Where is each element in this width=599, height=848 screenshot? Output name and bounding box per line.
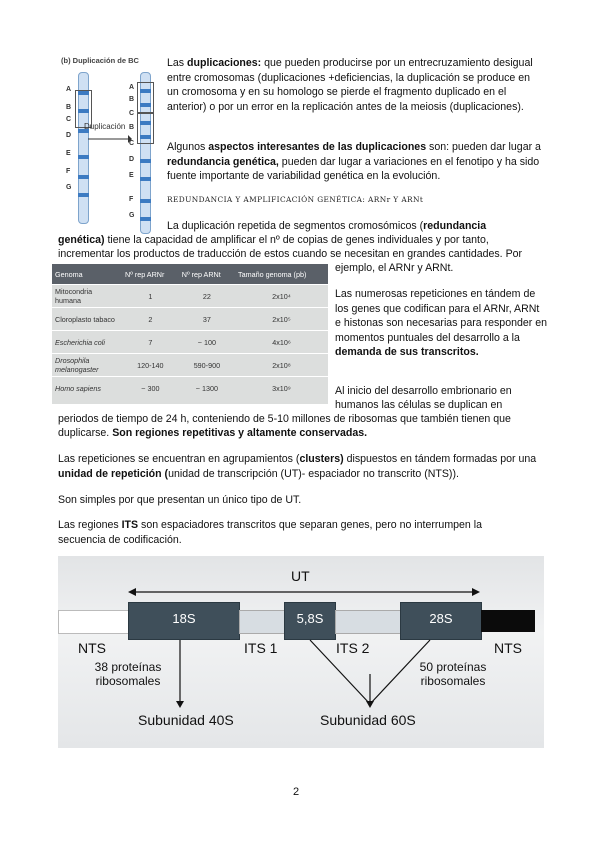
proteins-50-label: 50 proteínas ribosomales	[419, 660, 487, 688]
subunit-60s-label: Subunidad 60S	[320, 712, 416, 728]
band-label: F	[129, 196, 134, 203]
band-label: D	[129, 156, 135, 163]
segment-28s: 28S	[400, 602, 482, 640]
paragraph-clusters: Las repeticiones se encuentran en agrupamientos (clusters) dispuestos en tándem formadas por una unidad de repetición (unidad de transcripción (UT)- espaciador no transcrito (NTS)).	[58, 453, 537, 480]
paragraph-redundancia-l2: genética) tiene la capacidad de amplificar el nº de copias de genes individuales y por tanto,	[58, 234, 489, 246]
table-cell: Homo sapiens	[52, 377, 122, 400]
table-cell: ~ 100	[179, 331, 235, 354]
nts-right-label: NTS	[494, 640, 522, 656]
table-cell: 4x10⁶	[235, 331, 328, 354]
table-row	[52, 331, 328, 354]
table-row	[52, 308, 328, 331]
table-cell: 7	[122, 331, 179, 354]
paragraph-desarrollo-l1: Al inicio del desarrollo embrionario en	[335, 385, 512, 397]
table-row	[52, 377, 328, 400]
ut-label: UT	[291, 568, 310, 584]
paragraph-desarrollo-l4: duplicarse. Son regiones repetitivas y altamente conservadas.	[58, 427, 368, 439]
table-cell: Escherichia coli	[52, 331, 122, 354]
table-cell: 2	[122, 308, 179, 331]
band-label: A	[129, 84, 135, 91]
band-label: C	[66, 116, 72, 123]
section-heading: REDUNDANCIA Y AMPLIFICACIÓN GENÉTICA: ARNr Y ARNt	[167, 195, 424, 204]
paragraph-ut: Son simples por que presentan un único tipo de UT.	[58, 494, 302, 506]
paragraph-desarrollo-l2: humanos las células se duplican en	[335, 399, 503, 411]
table-cell: Cloroplasto tabaco	[52, 308, 122, 331]
paragraph-aspectos: Algunos aspectos interesantes de las duplicaciones son: pueden dar lugar a redundancia genética, pueden dar lugar a variaciones en el fenotipo y ha sido fuente importante de variabilidad genética en la evolución.	[167, 141, 541, 182]
table-cell: ~ 1300	[179, 377, 235, 400]
column-header: Nº rep ARNt	[179, 264, 235, 285]
band-label: B	[129, 124, 135, 131]
column-header: Nº rep ARNr	[122, 264, 179, 285]
table-cell: 22	[179, 285, 235, 308]
right-arrow-icon	[88, 134, 132, 144]
band-label: F	[66, 168, 71, 175]
column-header: Tamaño genoma (pb)	[235, 264, 328, 285]
paragraph-desarrollo-l3: periodos de tiempo de 24 h, conteniendo de 5-10 millones de ribosomas que también tienen que	[58, 413, 511, 425]
band-label: G	[129, 212, 135, 219]
table-cell: ~ 300	[122, 377, 179, 400]
table-cell: Mitocondria humana	[52, 285, 122, 308]
its2-label: ITS 2	[336, 640, 370, 656]
table-cell: 590-900	[179, 354, 235, 377]
table-row	[52, 354, 328, 377]
table-cell: 2x10⁸	[235, 354, 328, 377]
page-number: 2	[293, 786, 300, 798]
paragraph-redundancia-l4: ejemplo, el ARNr y ARNt.	[335, 262, 454, 274]
paragraph-redundancia-l1: La duplicación repetida de segmentos cromosómicos (redundancia	[167, 220, 487, 232]
paragraph-its: Las regiones ITS son espaciadores transcritos que separan genes, pero no interrumpen la secuencia de codificación.	[58, 519, 483, 546]
table-cell: 3x10⁹	[235, 377, 328, 400]
table-cell: 37	[179, 308, 235, 331]
band-label: C	[129, 140, 135, 147]
rrna-diagram	[58, 556, 544, 748]
band-label: D	[66, 132, 72, 139]
table-cell: 2x10⁴	[235, 285, 328, 308]
segment-18s: 18S	[128, 602, 240, 640]
nts-left-label: NTS	[78, 640, 106, 656]
table-cell: 1	[122, 285, 179, 308]
paragraph-duplicaciones: Las duplicaciones: que pueden producirse por un entrecruzamiento desigual entre cromosomas (duplicaciones +deficiencias, la duplicación se produce en un cromosoma y en su homologo se pierde el fragmento duplicado en el anterior) o por un error en la replicación antes de la meiosis (duplicaciones).	[167, 57, 533, 113]
band-label: G	[66, 184, 72, 191]
band-label: E	[66, 150, 71, 157]
paragraph-redundancia-l3: incrementar los productos de traducción de estos cuando se necesitan en grandes cantidades. Por	[58, 248, 523, 260]
table-cell: 120-140	[122, 354, 179, 377]
band-label: C	[129, 110, 135, 117]
table-header-row	[52, 264, 328, 285]
duplication-arrow-label: Duplicación	[84, 122, 126, 131]
band-label: B	[129, 96, 135, 103]
table-cell: 2x10⁵	[235, 308, 328, 331]
band-label: E	[129, 172, 134, 179]
repeat-table	[52, 264, 328, 404]
subunit-40s-label: Subunidad 40S	[138, 712, 234, 728]
its1-label: ITS 1	[244, 640, 278, 656]
assembly-arrows-icon	[58, 556, 544, 748]
paragraph-repeticiones-tandem: Las numerosas repeticiones en tándem de los genes que codifican para el ARNr, ARNt e histonas son necesarias para responder en momentos puntuales del desarrollo a la demanda de sus transcritos.	[335, 288, 548, 358]
table-row	[52, 285, 328, 308]
segment-5-8s: 5,8S	[284, 602, 336, 640]
figure-title: (b) Duplicación de BC	[61, 56, 139, 65]
band-label: B	[66, 104, 72, 111]
column-header: Genoma	[52, 264, 122, 285]
duplication-figure	[58, 52, 160, 232]
proteins-38-label: 38 proteínas ribosomales	[94, 660, 162, 688]
table-cell: Drosophila melanogaster	[52, 354, 122, 377]
band-label: A	[66, 86, 72, 93]
